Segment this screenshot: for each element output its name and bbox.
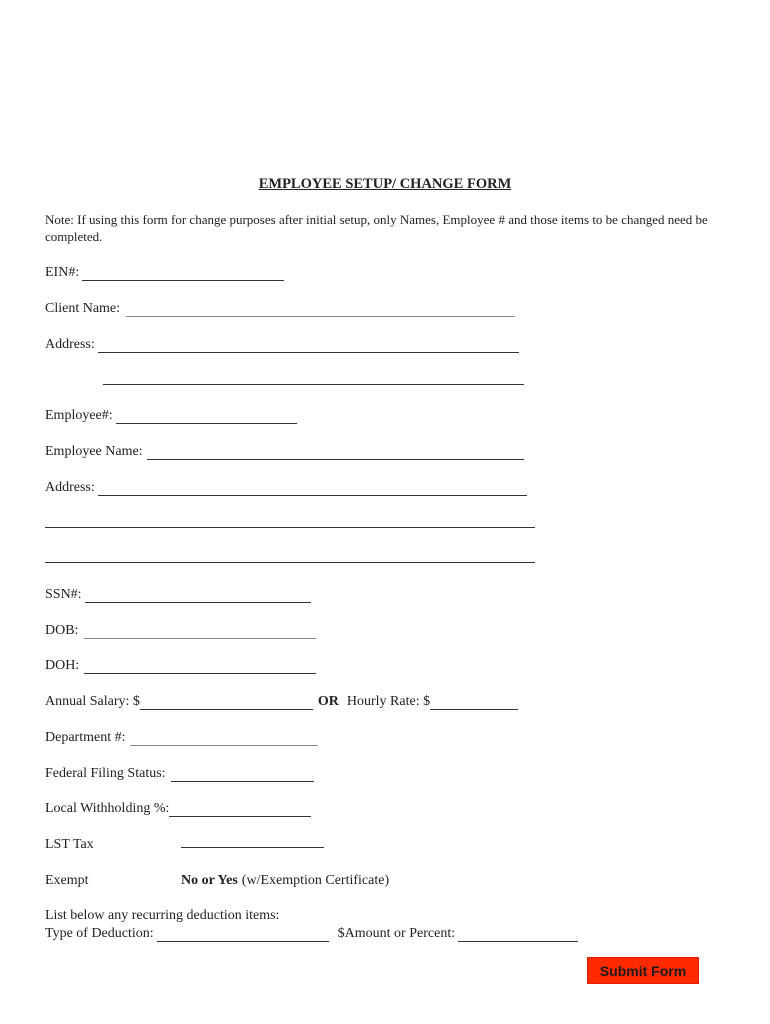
local-withholding-label: Local Withholding %: [45,801,170,816]
annual-salary-label: Annual Salary: $ [45,694,140,709]
client-address-field[interactable] [98,339,519,353]
exempt-choice[interactable]: No or Yes [181,873,238,888]
employee-number-field[interactable] [116,410,297,424]
deduction-row [45,922,578,942]
employee-address-label: Address: [45,480,95,495]
form-title: EMPLOYEE SETUP/ CHANGE FORM [258,176,512,192]
exempt-options [181,869,389,889]
ssn-field[interactable] [85,589,311,603]
ein-field[interactable] [82,267,284,281]
lst-tax-row [45,833,94,853]
lst-tax-label: LST Tax [45,837,94,852]
federal-filing-row [45,762,314,782]
local-withholding-field[interactable] [169,803,311,817]
employee-name-row [45,440,524,460]
employee-address-row [45,476,527,496]
federal-filing-field[interactable] [171,768,314,782]
or-label: OR [317,694,339,709]
hourly-rate-field[interactable] [430,696,518,710]
dob-row [45,619,316,639]
ssn-row [45,583,311,603]
exempt-label: Exempt [45,873,89,888]
deductions-intro: List below any recurring deduction items: [45,908,280,923]
deduction-amount-field[interactable] [458,928,578,942]
client-address-line-2[interactable] [103,384,524,385]
client-address-row [45,333,519,353]
doh-label: DOH: [45,658,80,673]
employee-number-row [45,404,297,424]
exempt-row [45,869,89,889]
ein-label: EIN#: [45,265,80,280]
lst-tax-field[interactable] [181,847,324,848]
department-label: Department #: [45,730,126,745]
department-field[interactable] [130,732,318,746]
client-name-field[interactable] [126,303,515,317]
department-row [45,726,318,746]
hourly-rate-label: Hourly Rate: $ [346,694,431,709]
deduction-amount-label: $Amount or Percent: [337,926,456,941]
submit-form-button[interactable]: Submit Form [587,957,699,984]
deduction-type-field[interactable] [157,928,329,942]
dob-label: DOB: [45,623,79,638]
employee-number-label: Employee#: [45,408,113,423]
employee-name-field[interactable] [147,446,524,460]
local-withholding-row [45,797,311,817]
employee-address-field[interactable] [98,482,527,496]
exempt-note: (w/Exemption Certificate) [241,873,390,888]
employee-address-line-2[interactable] [45,527,535,528]
deductions-intro-row [45,904,279,924]
client-name-label: Client Name: [45,301,121,316]
federal-filing-label: Federal Filing Status: [45,766,166,781]
annual-salary-field[interactable] [140,696,313,710]
form-note: Note: If using this form for change purposes after initial setup, only Names, Employee # and those items to be changed need be completed. [45,212,708,244]
employee-address-line-3[interactable] [45,562,535,563]
doh-row [45,654,316,674]
deduction-type-label: Type of Deduction: [45,926,154,941]
doh-field[interactable] [84,660,316,674]
ein-row [45,261,284,281]
employee-name-label: Employee Name: [45,444,143,459]
client-address-label: Address: [45,337,95,352]
dob-field[interactable] [84,625,316,639]
ssn-label: SSN#: [45,587,82,602]
client-name-row [45,297,515,317]
salary-row [45,690,518,710]
